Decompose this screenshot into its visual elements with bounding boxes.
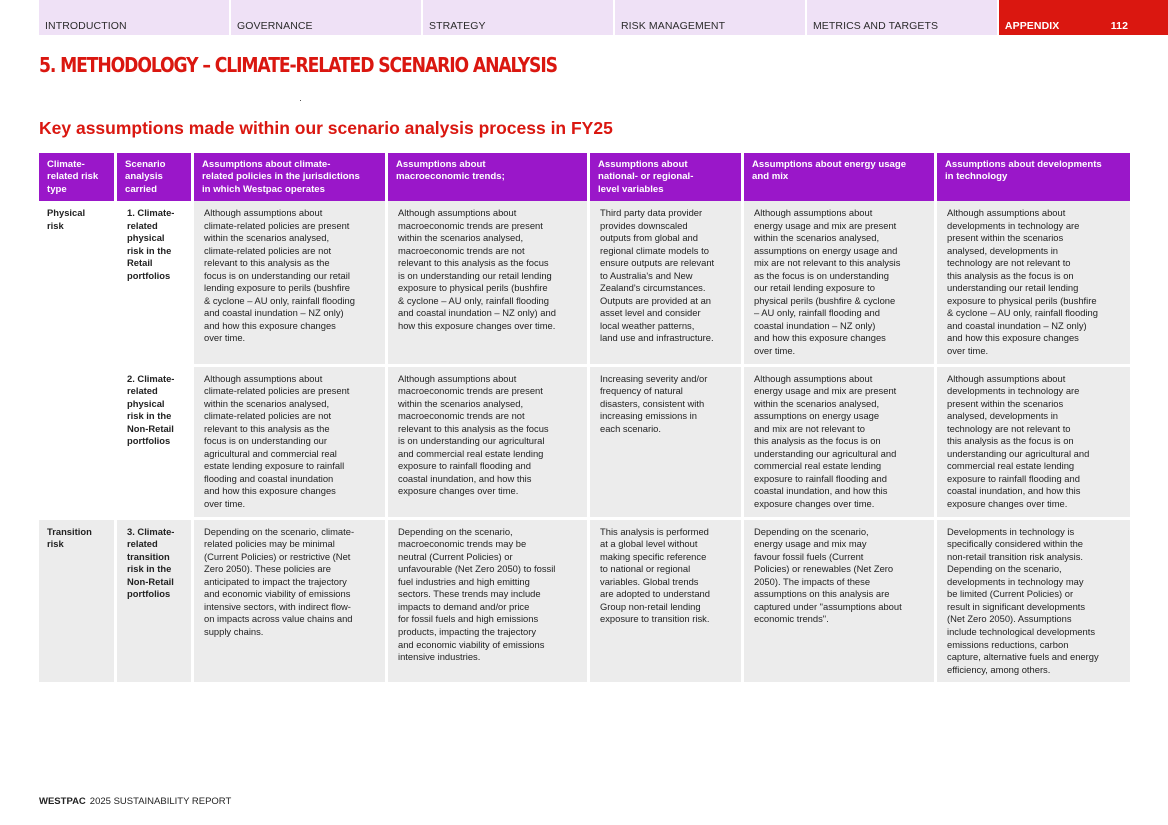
footer-report-name: 2025 SUSTAINABILITY REPORT xyxy=(89,796,232,807)
table-cell: Although assumptions about energy usage and mix are present within the scenarios analysed, assumptions on energy usage and mix are not relevant to this analysis as the focus is on understanding our agricultural and commercial real estate lending exposure to rainfall flooding and coastal inundation, and how this exposure changes over time. xyxy=(744,367,937,520)
table-row xyxy=(39,367,1130,520)
table-cell: Although assumptions about climate-related policies are present within the scenarios analysed, climate-related policies are not relevant to this analysis as the focus is on understanding our retail lending exposure to perils (bushfire & cyclone – AU only, rainfall flooding and coastal inundation – NZ only) and how this exposure changes over time. xyxy=(194,201,388,367)
tab-appendix[interactable] xyxy=(999,0,1168,35)
tab-label: INTRODUCTION xyxy=(45,20,127,32)
table-cell: Although assumptions about energy usage and mix are present within the scenarios analysed, assumptions on energy usage and mix are not relevant to this analysis as the focus is on understanding our retail lending exposure to physical perils (bushfire & cyclone – AU only, rainfall flooding and coastal inundation – NZ only) and how this exposure changes over time. xyxy=(744,201,937,367)
column-header: Climate- related risk type xyxy=(39,153,117,201)
table-cell: Although assumptions about macroeconomic trends are present within the scenarios analysed, macroeconomic trends are not relevant to this analysis as the focus is on understanding our agricultural and commercial real estate lending exposure to rainfall flooding and coastal inundation, and how this exposure changes over time. xyxy=(388,367,590,520)
column-header: Assumptions about national- or regional- level variables xyxy=(590,153,744,201)
page-number: 112 xyxy=(1110,20,1129,32)
column-header: Scenario analysis carried xyxy=(117,153,194,201)
scenario-cell: 2. Climate- related physical risk in the Non-Retail portfolios xyxy=(117,367,194,520)
tab-strategy[interactable] xyxy=(423,0,613,35)
tab-metrics-and-targets[interactable] xyxy=(807,0,997,35)
table-subtitle: Key assumptions made within our scenario analysis process in FY25 xyxy=(39,118,613,138)
tab-governance[interactable] xyxy=(231,0,421,35)
tab-risk-management[interactable] xyxy=(615,0,805,35)
scenario-cell: 1. Climate- related physical risk in the Retail portfolios xyxy=(117,201,194,367)
page-footer xyxy=(39,796,231,807)
table-row xyxy=(39,201,1130,367)
section-title: 5. METHODOLOGY – CLIMATE-RELATED SCENARIO ANALYSIS xyxy=(39,53,557,77)
table-cell: Depending on the scenario, macroeconomic trends may be neutral (Current Policies) or unfavourable (Net Zero 2050) to fossil fuel industries and high emitting sectors. These trends may include impacts to demand and/or price for fossil fuels and high emissions products, impacting the trajectory and economic viability of emissions intensive industries. xyxy=(388,520,590,686)
decorative-dot xyxy=(300,100,301,101)
table-cell: Developments in technology is specifically considered within the non-retail transition risk analysis. Depending on the scenario, developments in technology may be limited (Current Policies) or result in significant developments (Net Zero 2050). Assumptions include technological developments emissions reductions, carbon capture, alternative fuels and energy efficiency, among others. xyxy=(937,520,1130,686)
table-cell: Although assumptions about developments in technology are present within the scenarios analysed, developments in technology are not relevant to this analysis as the focus is on understanding our agricultural and commercial real estate lending exposure to rainfall flooding and coastal inundation, and how this exposure changes over time. xyxy=(937,367,1130,520)
tab-introduction[interactable] xyxy=(39,0,229,35)
table-cell: Although assumptions about macroeconomic trends are present within the scenarios analysed, macroeconomic trends are not relevant to this analysis as the focus is on understanding our retail lending exposure to physical perils (bushfire & cyclone – AU only, rainfall flooding and coastal inundation – NZ only) and how this exposure changes over time. xyxy=(388,201,590,367)
table-cell: Depending on the scenario, climate- related policies may be minimal (Current Policies) or restrictive (Net Zero 2050). These policies are anticipated to impact the trajectory and economic viability of emissions intensive sectors, with indirect flow- on impacts across value chains and supply chains. xyxy=(194,520,388,686)
table-cell: Depending on the scenario, energy usage and mix may favour fossil fuels (Current Policies) or renewables (Net Zero 2050). The impacts of these assumptions on this analysis are captured under "assumptions about economic trends". xyxy=(744,520,937,686)
column-header: Assumptions about climate- related policies in the jurisdictions in which Westpac operates xyxy=(194,153,388,201)
table-header-row xyxy=(39,153,1130,201)
table-cell: Although assumptions about developments in technology are present within the scenarios analysed, developments in technology are not relevant to this analysis as the focus is on understanding our retail lending exposure to physical perils (bushfire & cyclone – AU only, rainfall flooding and coastal inundation – NZ only) and how this exposure changes over time. xyxy=(937,201,1130,367)
risk-type-cell: Transition risk xyxy=(39,520,117,686)
tab-label: RISK MANAGEMENT xyxy=(620,20,726,32)
footer-brand: WESTPAC xyxy=(39,796,86,807)
column-header: Assumptions about energy usage and mix xyxy=(744,153,937,201)
tab-label: APPENDIX xyxy=(1004,20,1060,32)
column-header: Assumptions about developments in technology xyxy=(937,153,1130,201)
top-navigation xyxy=(39,0,1168,35)
risk-type-cell: Physical risk xyxy=(39,201,117,520)
assumptions-table xyxy=(39,153,1130,685)
table-cell: Although assumptions about climate-related policies are present within the scenarios analysed, climate-related policies are not relevant to this analysis as the focus is on understanding our agricultural and commercial real estate lending exposure to rainfall flooding and coastal inundation and how this exposure changes over time. xyxy=(194,367,388,520)
column-header: Assumptions about macroeconomic trends; xyxy=(388,153,590,201)
scenario-cell: 3. Climate- related transition risk in the Non-Retail portfolios xyxy=(117,520,194,686)
table-cell: Third party data provider provides downscaled outputs from global and regional climate models to ensure outputs are relevant to Australia's and New Zealand's circumstances. Outputs are provided at an asset level and consider local weather patterns, land use and infrastructure. xyxy=(590,201,744,367)
table-row xyxy=(39,520,1130,686)
tab-label: STRATEGY xyxy=(428,20,486,32)
tab-label: GOVERNANCE xyxy=(236,20,313,32)
table-cell: This analysis is performed at a global level without making specific reference to national or regional variables. Global trends are adopted to understand Group non-retail lending exposure to transition risk. xyxy=(590,520,744,686)
table-cell: Increasing severity and/or frequency of natural disasters, consistent with increasing emissions in each scenario. xyxy=(590,367,744,520)
tab-label: METRICS AND TARGETS xyxy=(812,20,939,32)
